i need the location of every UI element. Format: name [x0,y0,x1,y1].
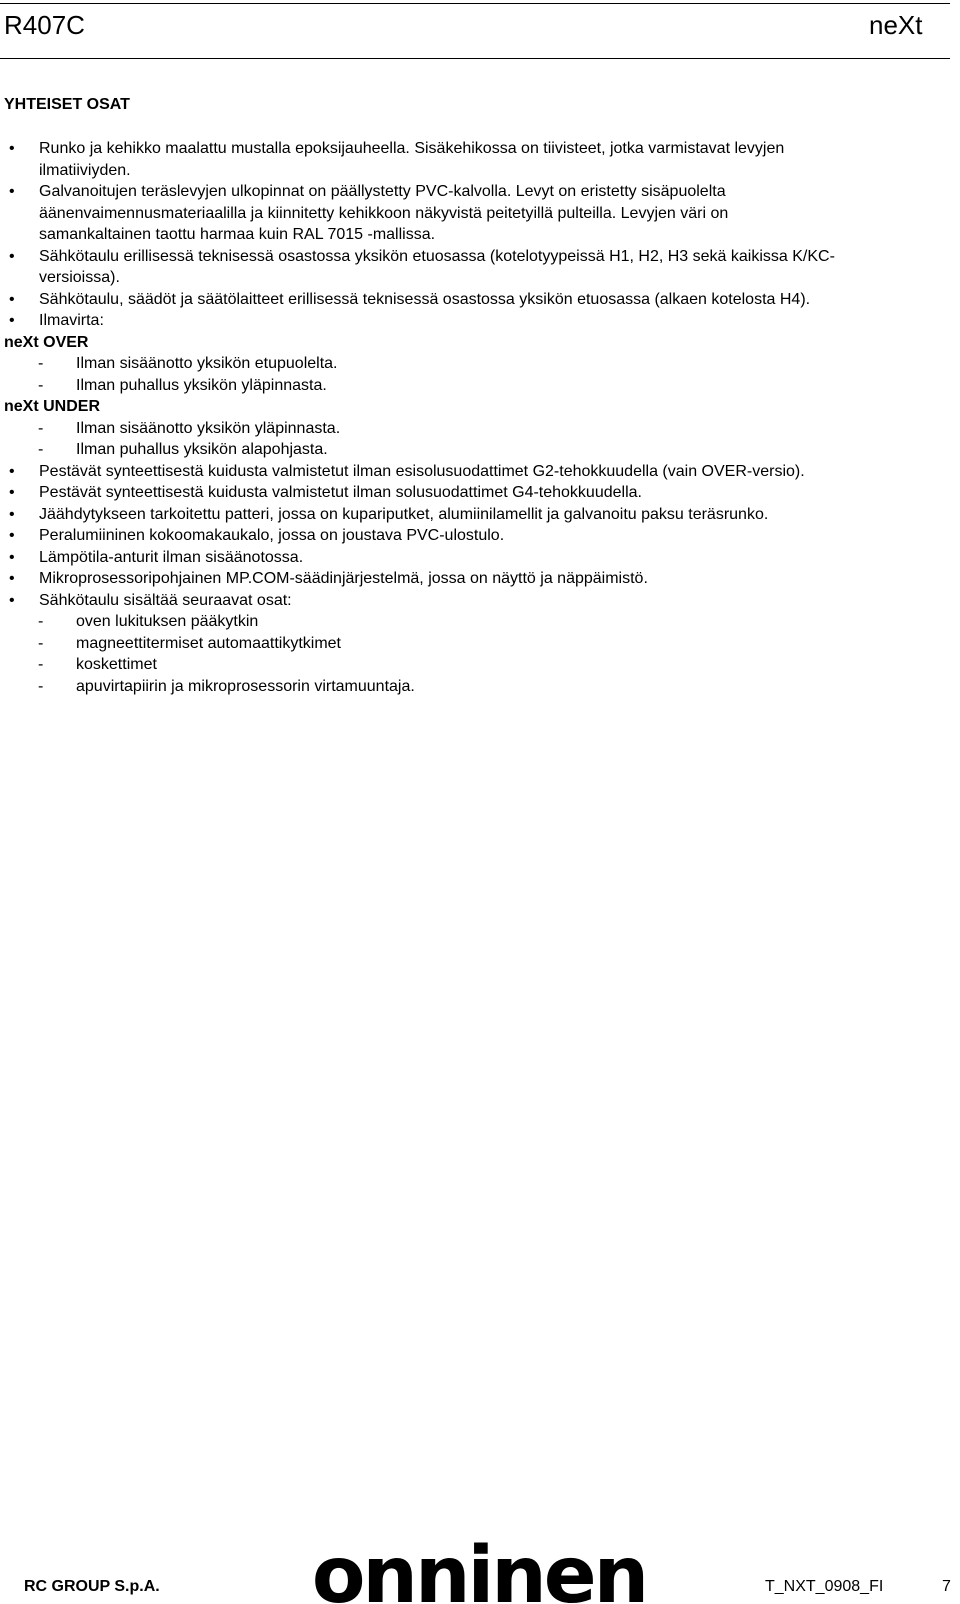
header-bottom-rule [0,58,950,59]
subheading: neXt OVER [4,333,89,351]
bullet-item [0,461,950,483]
text-line: samankaltainen taottu harmaa kuin RAL 7015 -mallissa. [39,226,436,243]
bullet-marker: • [9,183,15,200]
item-text [76,611,258,633]
item-text [76,418,340,440]
item-text [76,654,157,676]
dash-marker: - [38,441,44,458]
item-text [39,246,950,289]
dash-item [0,353,950,375]
dash-item [0,633,950,655]
dash-marker: - [38,355,44,372]
dash-item [0,654,950,676]
footer-page-number: 7 [942,1578,951,1595]
item-text [39,310,950,332]
bullet-item [0,568,950,590]
text-line: Sähkötaulu erillisessä teknisessä osastossa yksikön etuosassa (kotelotyypeissä H1, H2, H3 sekä kaikissa K/KC- [39,247,835,265]
text-line: koskettimet [76,656,157,673]
bullet-item [0,504,950,526]
logo-wordmark: onninen [311,1531,647,1604]
text-line: Ilman sisäänotto yksikön etupuolelta. [76,355,338,372]
dash-item [0,375,950,397]
bullet-marker: • [9,548,15,566]
header-product-name: neXt [869,10,923,40]
text-line: magneettitermiset automaattikytkimet [76,634,341,652]
dash-item [0,611,950,633]
text-line: Ilmavirta: [39,312,104,329]
item-text [39,482,950,504]
subheading: neXt UNDER [4,398,101,415]
bullet-marker: • [9,290,15,308]
text-line: Peralumiininen kokoomakaukalo, jossa on joustava PVC-ulostulo. [39,527,505,544]
text-line: Pestävät synteettisestä kuidusta valmistetut ilman solusuodattimet G4-tehokkuudella. [39,484,642,501]
item-text [39,547,950,569]
item-text [76,633,341,655]
text-line: Sähkötaulu, säädöt ja säätölaitteet erillisessä teknisessä osastossa yksikön etuosassa (alkaen kotelosta H4). [39,290,811,308]
bullet-marker: • [9,570,15,587]
text-line: Pestävät synteettisestä kuidusta valmistetut ilman esisolusuodattimet G2-tehokkuudella (vain OVER-versio). [39,462,805,480]
bullet-marker: • [9,527,15,544]
dash-marker: - [38,376,44,394]
bullet-marker: • [9,484,15,501]
text-line: ilmatiiviyden. [39,161,131,179]
item-text [39,461,950,483]
bullet-marker: • [9,312,15,329]
bullet-item [0,138,950,181]
text-line: apuvirtapiirin ja mikroprosessorin virtamuuntaja. [76,677,415,695]
dash-marker: - [38,677,44,695]
dash-marker: - [38,634,44,652]
item-text [76,375,327,397]
dash-marker: - [38,419,44,437]
dash-marker: - [38,656,44,673]
onninen-logo [288,1530,670,1604]
item-text [39,138,950,181]
item-text [39,181,950,246]
document-body [0,138,950,697]
text-line: äänenvaimennusmateriaalilla ja kiinnitetty kehikkoon näkyvistä peitetyillä pulteilla. Levyjen väri on [39,204,729,222]
bullet-marker: • [9,462,15,480]
text-line: Lämpötila-anturit ilman sisäänotossa. [39,548,304,566]
text-line: versioissa). [39,269,120,286]
footer-company: RC GROUP S.p.A. [24,1578,160,1595]
dash-item [0,439,950,461]
dash-item [0,676,950,698]
bullet-marker: • [9,140,15,157]
item-text [39,590,950,612]
text-line: Ilman sisäänotto yksikön yläpinnasta. [76,419,341,437]
bullet-item [0,310,950,332]
dash-item [0,418,950,440]
text-line: Runko ja kehikko maalattu mustalla epoksijauheella. Sisäkehikossa on tiivisteet, jotka varmistavat levyjen [39,140,785,157]
text-line: Sähkötaulu sisältää seuraavat osat: [39,591,292,609]
item-text [39,504,950,526]
item-text [39,525,950,547]
bullet-item [0,482,950,504]
bullet-item [0,246,950,289]
bullet-item [0,289,950,311]
dash-marker: - [38,613,44,630]
bullet-marker: • [9,505,15,523]
bullet-marker: • [9,591,15,609]
bullet-item [0,547,950,569]
item-text [76,676,415,698]
bullet-item [0,525,950,547]
item-text [76,439,328,461]
item-text [39,568,950,590]
bullet-item [0,181,950,246]
item-text [39,289,950,311]
footer-document-code: T_NXT_0908_FI [765,1578,884,1595]
bullet-marker: • [9,247,15,265]
text-line: Mikroprosessoripohjainen MP.COM-säädinjärjestelmä, jossa on näyttö ja näppäimistö. [39,570,648,587]
text-line: Galvanoitujen teräslevyjen ulkopinnat on päällystetty PVC-kalvolla. Levyt on eristetty sisäpuolelta [39,183,726,200]
text-line: Ilman puhallus yksikön yläpinnasta. [76,376,327,394]
bullet-item [0,590,950,612]
header-refrigerant: R407C [4,10,85,40]
text-line: Ilman puhallus yksikön alapohjasta. [76,441,328,458]
section-title: YHTEISET OSAT [4,96,130,113]
item-text [76,353,337,375]
text-line: Jäähdytykseen tarkoitettu patteri, jossa on kupariputket, alumiinilamellit ja galvanoitu paksu teräsrunko. [39,505,769,523]
header-top-rule [0,3,950,4]
text-line: oven lukituksen pääkytkin [76,613,259,630]
